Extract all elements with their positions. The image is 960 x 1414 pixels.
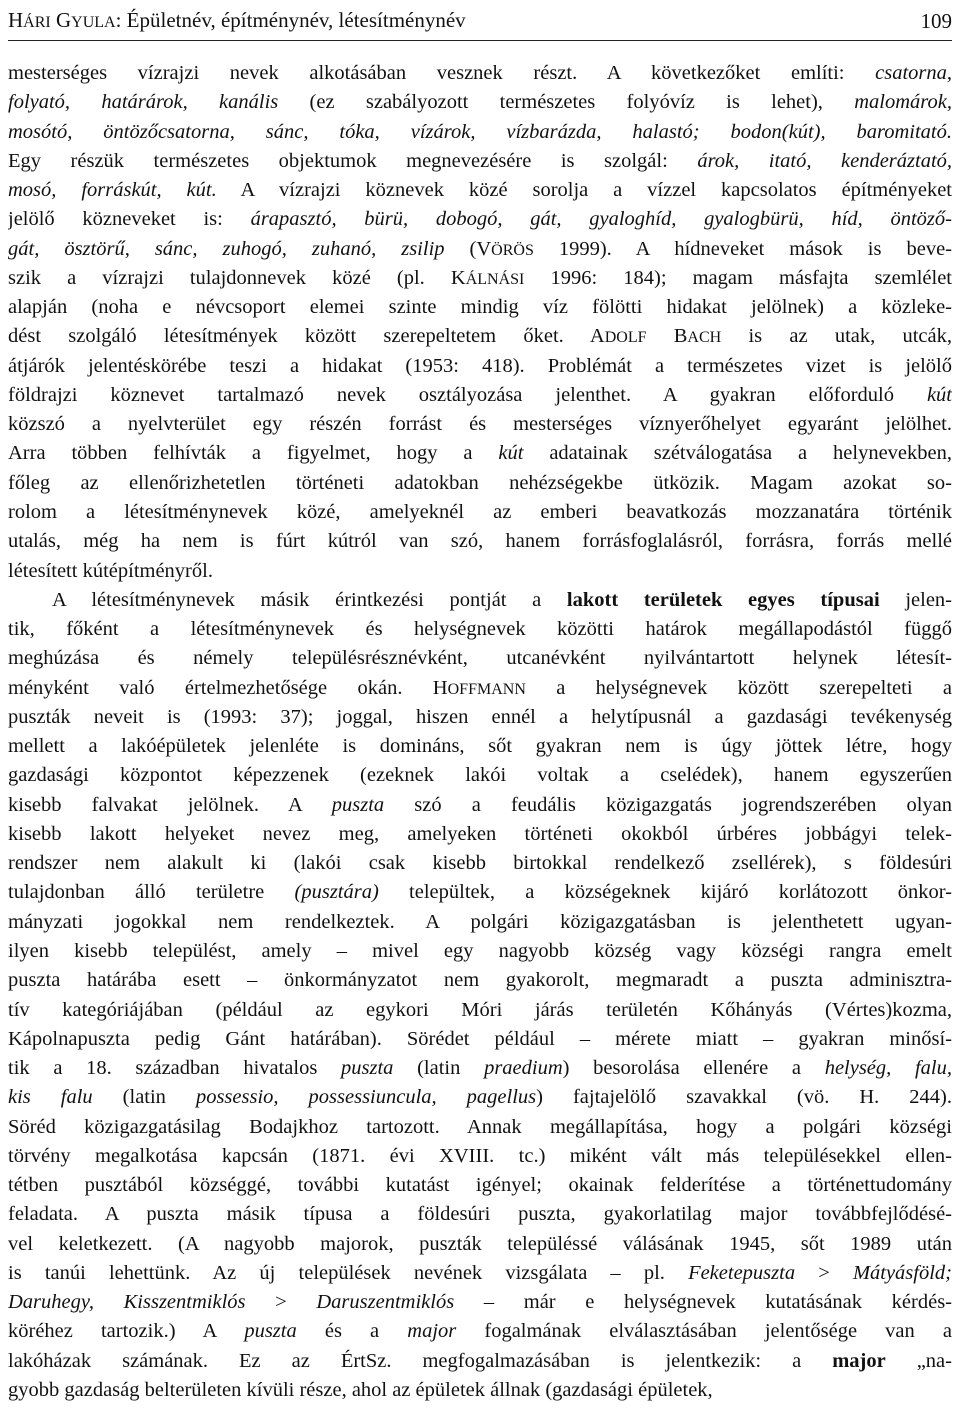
text-line: feladata. A puszta másik típusa a földesúri puszta, gyakorlatilag major továbbfejlődésé-: [8, 1203, 952, 1226]
text-line: mosótó, öntözőcsatorna, sánc, tóka, vízárok, vízbarázda, halastó; bodon(kút), baromitató.: [8, 120, 952, 143]
text-line: rendszer nem alakult ki (lakói csak kisebb birtokkal rendelkező zsellérek), s földesúri: [8, 852, 952, 875]
text-line: Daruhegy, Kisszentmiklós > Daruszentmiklós – már e helységnevek kutatásának kérdés-: [8, 1291, 952, 1314]
text-line: tulajdonban álló területre (pusztára) települtek, a községeknek kijáró korlátozott önkor-: [8, 881, 952, 904]
text-line: Egy részük természetes objektumok megnevezésére is szolgál: árok, itató, kenderáztató,: [8, 149, 952, 172]
text-line: átjárók jelentéskörébe teszi a hidakat (1953: 418). Problémát a természetes vizet is jelölő: [8, 354, 952, 377]
text-line: főleg az ellenőrizhetetlen történeti adatokban nehézségekbe ütközik. Magam azokat so-: [8, 471, 952, 494]
text-line: kisebb falvakat jelölnek. A puszta szó a feudális közigazgatás jogrendszerében olyan: [8, 793, 952, 816]
text-line: létesített kútépítményről.: [8, 559, 213, 582]
text-line: kis falu (latin possessio, possessiuncula, pagellus) fajtajelölő szavakkal (vö. H. 244).: [8, 1086, 952, 1109]
text-line: jelölő közneveket is: árapasztó, bürü, dobogó, gát, gyaloghíd, gyalogbürü, híd, öntöző-: [8, 208, 952, 231]
text-line: folyató, határárok, kanális (ez szabályozott természetes folyóvíz is lehet), malomárok,: [8, 91, 952, 114]
text-line: alapján (noha e névcsoport elemei szinte mindig víz fölötti hidakat jelölnek) a közleke-: [8, 296, 952, 319]
text-line: dést szolgáló létesítmények között szerepeltetem őket. ADOLF BACH is az utak, utcák,: [8, 325, 952, 348]
text-line: mellett a lakóépületek jelenléte is domináns, sőt gyakran nem is úgy jöttek létre, hogy: [8, 735, 952, 758]
text-line: Söréd közigazgatásilag Bodajkhoz tartozott. Annak megállapítása, hogy a polgári községi: [8, 1115, 952, 1138]
text-line: gyobb gazdaság belterületen kívüli része, ahol az épületek állnak (gazdasági épületek,: [8, 1378, 713, 1401]
text-line: kisebb lakott helyeket nevez meg, amelyeken történeti okokból úrbéres jobbágyi telek-: [8, 822, 952, 845]
text-line: utalás, még ha nem is fúrt kútról van szó, hanem forrásfoglalásról, forrásra, forrás mellé: [8, 530, 952, 553]
text-line: lakóházak számának. Ez az ÉrtSz. megfogalmazásában is jelentkezik: a major „na-: [8, 1349, 952, 1372]
text-line: Arra többen felhívták a figyelmet, hogy a kút adatainak szétválogatása a helynevekben,: [8, 442, 952, 465]
text-line: vel keletkezett. (A nagyobb majorok, puszták településsé válásának 1945, sőt 1989 után: [8, 1232, 952, 1255]
header-rule: [8, 40, 952, 41]
text-line: ményként való értelmezhetősége okán. HOFFMANN a helységnevek között szerepelteti a: [8, 676, 952, 699]
text-line: közszó a nyelvterület egy részén forrást és mesterséges víznyerőhelyet egyaránt jelölhet.: [8, 413, 952, 436]
text-line: rolom a létesítménynevek közé, amelyeknél az emberi beavatkozás mozzanatára történik: [8, 500, 952, 523]
running-title: HÁRI GYULA: Épületnév, építménynév, létesítménynév: [8, 7, 466, 32]
text-line: mányzati jogokkal nem rendelkeztek. A polgári közigazgatásban is jelenthetett ugyan-: [8, 910, 952, 933]
text-line: puszták neveit is (1993: 37); joggal, hiszen ennél a helytípusnál a gazdasági tevékenység: [8, 705, 952, 728]
text-line: puszta határába esett – önkormányzatot nem gyakorolt, megmaradt a puszta adminisztra-: [8, 969, 952, 992]
text-line: tétben pusztából községgé, további kutatást igényel; okainak felderítése a történettudomány: [8, 1174, 952, 1197]
text-line: tik, főként a létesítménynevek és helységnevek közötti határok megállapodástól függő: [8, 618, 952, 641]
text-line: földrajzi köznevet tartalmazó nevek osztályozása jelenthet. A gyakran előforduló kút: [8, 383, 952, 406]
text-line: A létesítménynevek másik érintkezési pontját a lakott területek egyes típusai jelen-: [52, 588, 952, 611]
page-number: 109: [920, 9, 952, 33]
text-line: tív kategóriájában (például az egykori Móri járás területén Kőhányás (Vértes)kozma,: [8, 998, 952, 1021]
text-line: törvény megalkotása kapcsán (1871. évi XVIII. tc.) miként vált más településekkel ellen-: [8, 1144, 952, 1167]
body-text: [8, 59, 952, 1405]
text-line: meghúzása és némely településrésznévként, utcanévként nyilvántartott helynek létesít-: [8, 647, 952, 670]
text-line: ilyen kisebb települést, amely – mivel egy nagyobb község vagy községi rangra emelt: [8, 939, 952, 962]
text-line: szik a vízrajzi tulajdonnevek közé (pl. KÁLNÁSI 1996: 184); magam másfajta szemlélet: [8, 266, 952, 289]
running-header: [8, 4, 952, 38]
text-line: Kápolnapuszta pedig Gánt határában). Sörédet például – mérete miatt – gyakran minősí-: [8, 1027, 952, 1050]
text-line: is tanúi lehettünk. Az új települések nevének vizsgálata – pl. Feketepuszta > Mátyásföld;: [8, 1261, 952, 1284]
text-line: köréhez tartozik.) A puszta és a major fogalmának elválasztásában jelentősége van a: [8, 1320, 952, 1343]
text-line: gazdasági központot képezzenek (ezeknek lakói voltak a cselédek), hanem egyszerűen: [8, 764, 952, 787]
text-line: gát, ösztörű, sánc, zuhogó, zuhanó, zsilip (VÖRÖS 1999). A hídneveket mások is beve-: [8, 237, 952, 260]
text-line: mesterséges vízrajzi nevek alkotásában vesznek részt. A következőket említi: csatorna,: [8, 62, 952, 84]
text-line: tik a 18. században hivatalos puszta (latin praedium) besorolása ellenére a helység, falu,: [8, 1057, 952, 1080]
text-line: mosó, forráskút, kút. A vízrajzi köznevek közé sorolja a vízzel kapcsolatos építményeket: [8, 179, 952, 202]
